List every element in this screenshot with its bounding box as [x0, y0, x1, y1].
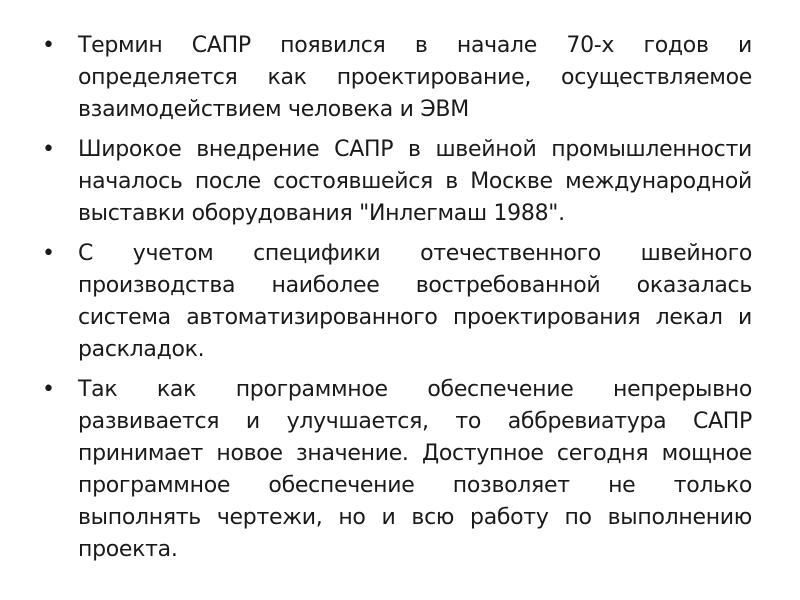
bullet-text-1: Термин САПР появился в начале 70-х годов и определяется как проектирование, осуществляемое взаимодействием человека и ЭВМ	[78, 33, 752, 122]
bullet-list	[40, 30, 752, 574]
bullet-item-4	[40, 374, 752, 566]
bullet-item-2	[40, 134, 752, 230]
bullet-dot-icon: •	[42, 241, 55, 266]
bullet-item-3	[40, 238, 752, 366]
bullet-text-4: Так как программное обеспечение непрерывно развивается и улучшается, то аббревиатура САПР принимает новое значение. Доступное сегодня мощное программное обеспечение позволяет не только выполнять чертежи, но и всю работу по выполнению проекта.	[78, 377, 752, 562]
bullet-text-2: Широкое внедрение САПР в швейной промышленности началось после состоявшейся в Москве международной выставки оборудования "Инлегмаш 1988".	[78, 137, 752, 226]
bullet-dot-icon: •	[42, 33, 55, 58]
bullet-text-3: С учетом специфики отечественного швейного производства наиболее востребованной оказалась система автоматизированного проектирования лекал и раскладок.	[78, 241, 752, 362]
bullet-item-1	[40, 30, 752, 126]
bullet-dot-icon: •	[42, 137, 55, 162]
bullet-dot-icon: •	[42, 377, 55, 402]
